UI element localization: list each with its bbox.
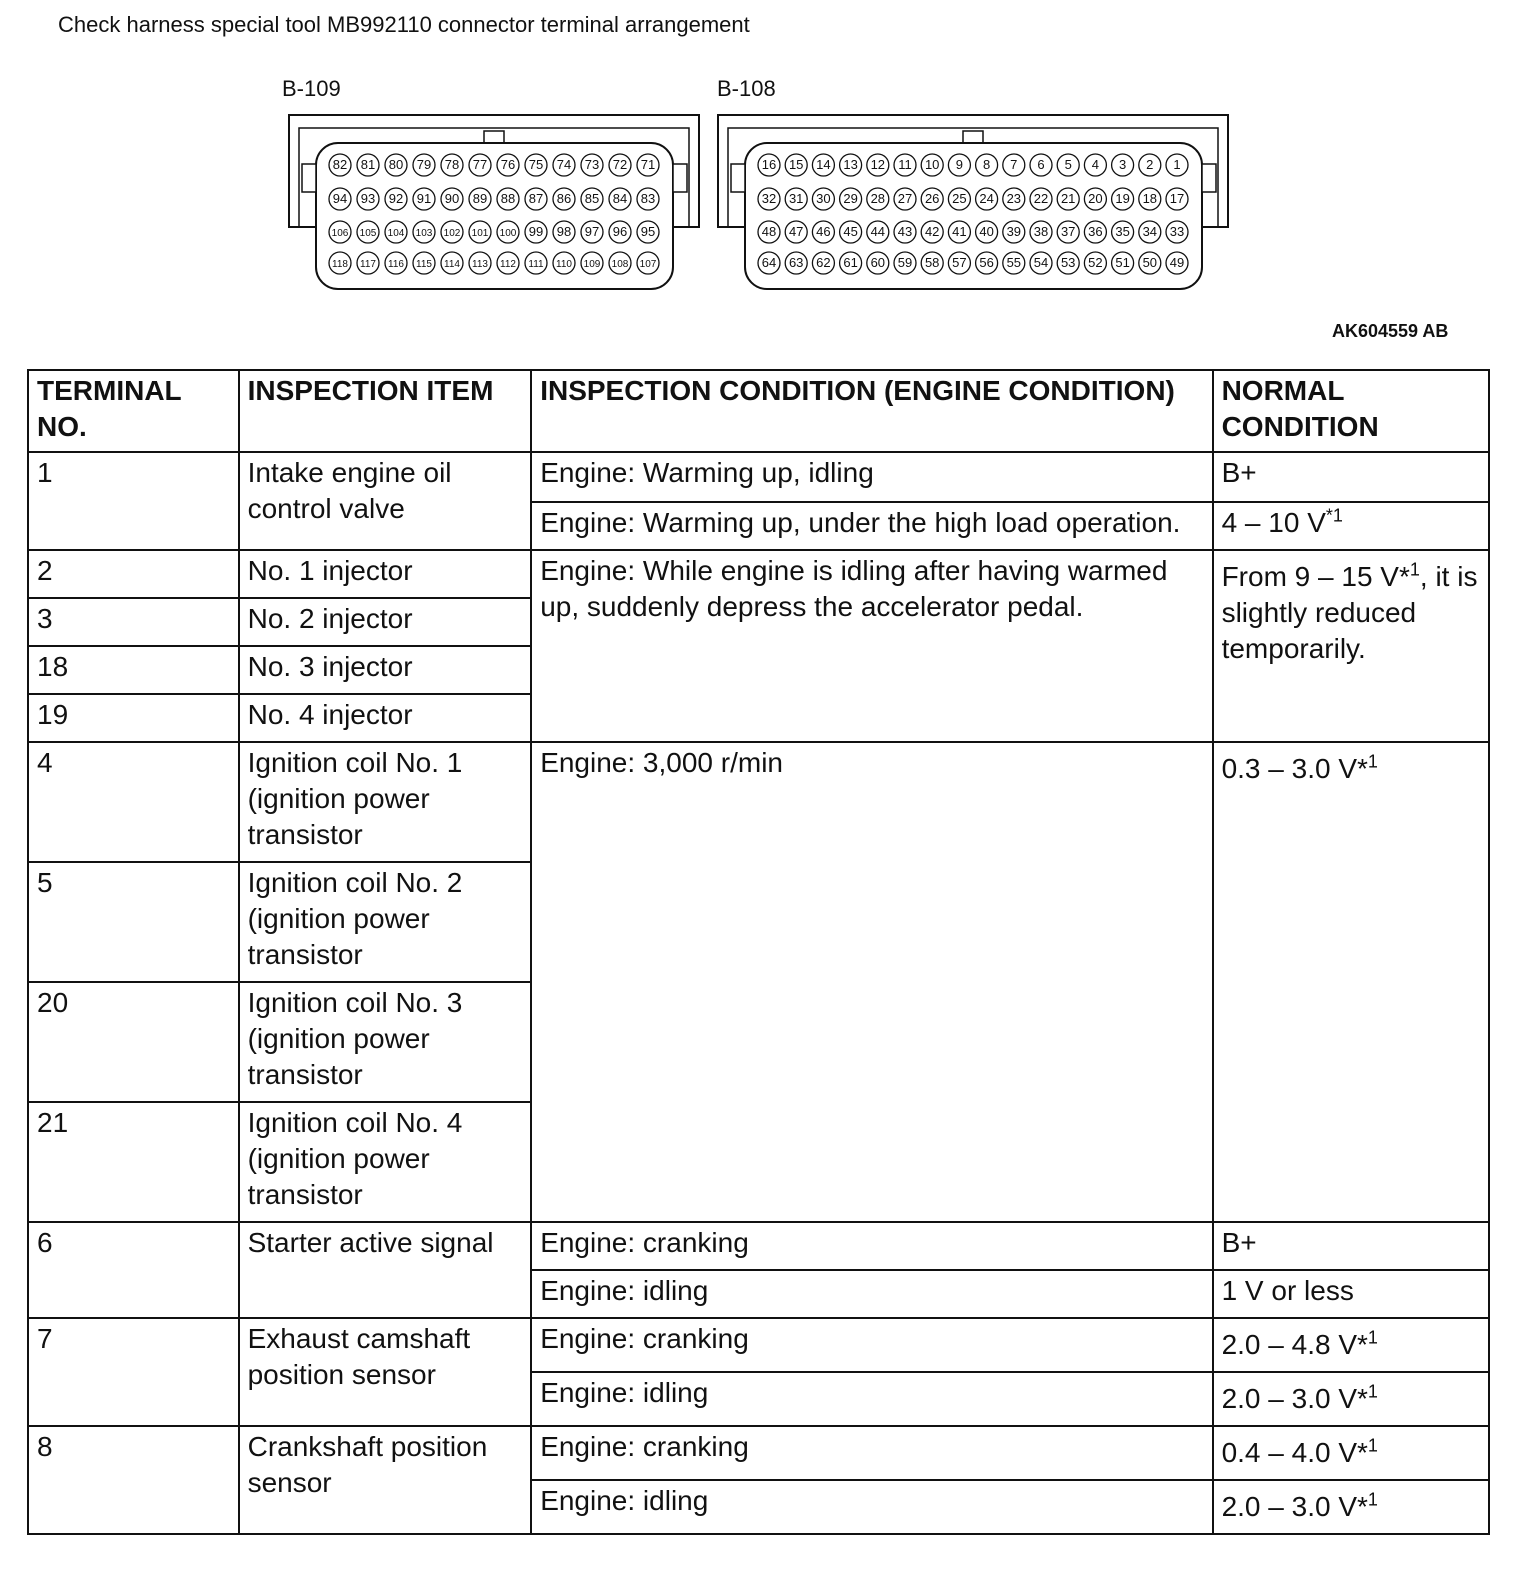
condition-cell: Engine: cranking — [531, 1222, 1212, 1270]
table-row — [28, 742, 1489, 862]
connector-pin-label: 14 — [816, 157, 831, 172]
connector-pin-label: 86 — [556, 191, 572, 206]
connector-pin-label: 37 — [1060, 224, 1076, 239]
connector-b109 — [289, 115, 699, 289]
connector-pin-label: 90 — [444, 191, 460, 206]
item-cell: Ignition coil No. 3 (ignition power transistor — [239, 982, 532, 1102]
header-condition: INSPECTION CONDITION (ENGINE CONDITION) — [531, 370, 1212, 452]
connector-pin-label: 30 — [816, 191, 831, 206]
connector-pin-label: 59 — [897, 255, 913, 270]
terminal-cell: 19 — [28, 694, 239, 742]
item-cell: Ignition coil No. 2 (ignition power transistor — [239, 862, 532, 982]
connector-pin-label: 111 — [528, 259, 544, 270]
connector-pin-label: 83 — [640, 191, 656, 206]
connector-pin-label: 76 — [500, 157, 516, 172]
connector-pin-label: 10 — [924, 157, 940, 172]
item-cell: No. 3 injector — [239, 646, 532, 694]
connector-pin-label: 47 — [788, 224, 804, 239]
connector-pin-label: 51 — [1115, 255, 1130, 270]
connector-pin-label: 33 — [1169, 224, 1185, 239]
page-title: Check harness special tool MB992110 connector terminal arrangement — [58, 12, 750, 37]
connector-pin-label: 16 — [761, 157, 777, 172]
connector-pin-label: 64 — [761, 255, 777, 270]
connector-pin-label: 87 — [528, 191, 544, 206]
connector-pin-label: 27 — [897, 191, 913, 206]
connector-pin-label: 116 — [388, 259, 404, 270]
table-row — [28, 452, 1489, 502]
terminal-cell: 6 — [28, 1222, 239, 1318]
connector-pin-label: 72 — [612, 157, 628, 172]
connector-pin-label: 113 — [472, 259, 488, 270]
terminal-cell: 1 — [28, 452, 239, 550]
connector-pin-label: 88 — [500, 191, 516, 206]
connector-pin-label: 77 — [472, 157, 488, 172]
condition-cell: Engine: Warming up, under the high load operation. — [531, 502, 1212, 550]
connector-pin-label: 20 — [1088, 191, 1103, 206]
connector-pin-label: 5 — [1064, 157, 1072, 172]
connector-pin-label: 81 — [360, 157, 376, 172]
connector-pin-label: 96 — [612, 224, 628, 239]
terminal-cell: 5 — [28, 862, 239, 982]
table-row — [28, 1426, 1489, 1480]
connector-pin-label: 22 — [1033, 191, 1049, 206]
connector-pin-label: 93 — [360, 191, 376, 206]
table-header-row — [28, 370, 1489, 452]
normal-cell: From 9 – 15 V*$^1$, it is slightly reduced temporarily. — [1213, 550, 1489, 742]
connector-pin-label: 82 — [332, 157, 348, 172]
condition-cell: Engine: idling — [531, 1372, 1212, 1426]
connector-pin-label: 61 — [843, 255, 858, 270]
normal-cell: B+ — [1213, 452, 1489, 502]
terminal-cell: 4 — [28, 742, 239, 862]
connector-pin-label: 56 — [979, 255, 994, 270]
item-cell: Ignition coil No. 4 (ignition power transistor — [239, 1102, 532, 1222]
connector-pin-label: 15 — [788, 157, 804, 172]
terminal-cell: 3 — [28, 598, 239, 646]
connector-pin-label: 12 — [870, 157, 886, 172]
connector-pin-label: 84 — [612, 191, 628, 206]
connector-pin-label: 3 — [1118, 157, 1127, 172]
connector-diagram — [0, 0, 1520, 310]
condition-cell: Engine: cranking — [531, 1426, 1212, 1480]
header-normal: NORMAL CONDITION — [1213, 370, 1489, 452]
normal-cell: 2.0 – 3.0 V*$^1$ — [1213, 1480, 1489, 1534]
connector-pin-label: 18 — [1142, 191, 1158, 206]
condition-cell: Engine: cranking — [531, 1318, 1212, 1372]
connector-pin-label: 42 — [924, 224, 940, 239]
table-row — [28, 1222, 1489, 1270]
connector-pin-label: 94 — [332, 191, 348, 206]
connector-pin-label: 31 — [788, 191, 804, 206]
terminal-cell: 18 — [28, 646, 239, 694]
connector-pin-label: 73 — [584, 157, 600, 172]
connector-pin-label: 91 — [416, 191, 432, 206]
connector-pin-label: 60 — [870, 255, 886, 270]
connector-pin-label: 95 — [640, 224, 656, 239]
item-cell: No. 1 injector — [239, 550, 532, 598]
connector-pin-label: 41 — [952, 224, 967, 239]
connector-pin-label: 105 — [359, 228, 377, 239]
connector-pin-label: 52 — [1088, 255, 1103, 270]
item-cell: Exhaust camshaft position sensor — [239, 1318, 532, 1426]
connector-pin-label: 34 — [1142, 224, 1158, 239]
normal-cell: 0.3 – 3.0 V*$^1$ — [1213, 742, 1489, 1222]
connector-pin-label: 109 — [583, 259, 601, 270]
connector-pin-label: 85 — [584, 191, 600, 206]
connector-pin-label: 107 — [639, 259, 657, 270]
connector-pin-label: 118 — [332, 259, 348, 270]
connector-pin-label: 48 — [761, 224, 777, 239]
item-cell: Crankshaft position sensor — [239, 1426, 532, 1534]
condition-cell: Engine: idling — [531, 1480, 1212, 1534]
connector-pin-label: 58 — [924, 255, 940, 270]
normal-cell: 2.0 – 3.0 V*$^1$ — [1213, 1372, 1489, 1426]
connector-pin-label: 100 — [499, 228, 517, 239]
header-terminal: TERMINAL NO. — [28, 370, 239, 452]
connector-pin-label: 112 — [500, 259, 516, 270]
connector-pin-label: 39 — [1006, 224, 1022, 239]
connector-pin-label: 36 — [1088, 224, 1103, 239]
connector-pin-label: 104 — [387, 228, 405, 239]
connector-pin-label: 28 — [870, 191, 886, 206]
connector-pin-label: 8 — [982, 157, 991, 172]
connector-pin-label: 63 — [788, 255, 804, 270]
connector-pin-label: 62 — [816, 255, 831, 270]
connector-pin-label: 97 — [584, 224, 600, 239]
condition-cell: Engine: 3,000 r/min — [531, 742, 1212, 1222]
connector-pin-label: 98 — [556, 224, 572, 239]
item-cell: Ignition coil No. 1 (ignition power transistor — [239, 742, 532, 862]
connector-pin-label: 89 — [472, 191, 488, 206]
connector-pin-label: 21 — [1060, 191, 1076, 206]
connector-pin-label: 75 — [528, 157, 544, 172]
condition-cell: Engine: While engine is idling after having warmed up, suddenly depress the accelerator pedal. — [531, 550, 1212, 742]
item-cell: Starter active signal — [239, 1222, 532, 1318]
connector-pin-label: 79 — [416, 157, 432, 172]
item-cell: Intake engine oil control valve — [239, 452, 532, 550]
terminal-cell: 7 — [28, 1318, 239, 1426]
terminal-cell: 20 — [28, 982, 239, 1102]
connector-pin-label: 57 — [952, 255, 967, 270]
connector-pin-label: 1 — [1173, 157, 1181, 172]
connector-pin-label: 53 — [1060, 255, 1076, 270]
connector-pin-label: 40 — [979, 224, 994, 239]
connector-pin-label: 110 — [556, 259, 572, 270]
item-cell: No. 2 injector — [239, 598, 532, 646]
connector-pin-label: 115 — [416, 259, 432, 270]
connector-pin-label: 55 — [1006, 255, 1022, 270]
normal-cell: 1 V or less — [1213, 1270, 1489, 1318]
connector-pin-label: 71 — [640, 157, 656, 172]
connector-pin-label: 92 — [388, 191, 404, 206]
connector-pin-label: 78 — [444, 157, 460, 172]
connector-pin-label: 101 — [471, 228, 489, 239]
connector-pin-label: 11 — [898, 157, 912, 172]
connector-pin-label: 2 — [1146, 157, 1154, 172]
header-item: INSPECTION ITEM — [239, 370, 532, 452]
connector-label-left: B-109 — [282, 76, 341, 101]
connector-pin-label: 43 — [897, 224, 913, 239]
inspection-table — [27, 369, 1490, 1535]
connector-pin-label: 24 — [979, 191, 994, 206]
connector-pin-label: 4 — [1091, 157, 1100, 172]
connector-pin-label: 50 — [1142, 255, 1158, 270]
connector-pin-label: 6 — [1037, 157, 1045, 172]
terminal-cell: 2 — [28, 550, 239, 598]
connector-b108 — [718, 115, 1228, 289]
terminal-cell: 8 — [28, 1426, 239, 1534]
normal-cell: 0.4 – 4.0 V*$^1$ — [1213, 1426, 1489, 1480]
connector-pin-label: 108 — [611, 259, 629, 270]
table-row — [28, 550, 1489, 598]
connector-pin-label: 80 — [388, 157, 404, 172]
connector-pin-label: 26 — [924, 191, 940, 206]
table-row — [28, 1318, 1489, 1372]
connector-pin-label: 17 — [1169, 191, 1185, 206]
connector-pin-label: 46 — [816, 224, 831, 239]
normal-cell: 4 – 10 $V^{*1}$ — [1213, 502, 1489, 550]
connector-pin-label: 102 — [443, 228, 461, 239]
connector-pin-label: 35 — [1115, 224, 1130, 239]
connector-pin-label: 49 — [1169, 255, 1185, 270]
connector-pin-label: 32 — [761, 191, 777, 206]
connector-pin-label: 99 — [528, 224, 544, 239]
item-cell: No. 4 injector — [239, 694, 532, 742]
connector-pin-label: 38 — [1033, 224, 1049, 239]
connector-pin-label: 9 — [955, 157, 964, 172]
condition-cell: Engine: idling — [531, 1270, 1212, 1318]
connector-pin-label: 25 — [952, 191, 967, 206]
condition-cell: Engine: Warming up, idling — [531, 452, 1212, 502]
terminal-cell: 21 — [28, 1102, 239, 1222]
normal-cell: 2.0 – 4.8 V*$^1$ — [1213, 1318, 1489, 1372]
connector-pin-label: 54 — [1033, 255, 1049, 270]
connector-pin-label: 19 — [1115, 191, 1130, 206]
connector-pin-label: 29 — [843, 191, 858, 206]
connector-pin-label: 106 — [331, 228, 349, 239]
connector-pin-label: 117 — [360, 259, 376, 270]
connector-pin-label: 7 — [1010, 157, 1018, 172]
connector-pin-label: 13 — [843, 157, 858, 172]
connector-pin-label: 23 — [1006, 191, 1022, 206]
connector-pin-label: 45 — [843, 224, 858, 239]
normal-cell: B+ — [1213, 1222, 1489, 1270]
figure-id: AK604559 AB — [1332, 321, 1449, 341]
connector-pin-label: 114 — [444, 259, 460, 270]
connector-pin-label: 74 — [556, 157, 572, 172]
connector-pin-label: 103 — [415, 228, 433, 239]
connector-label-right: B-108 — [717, 76, 776, 101]
connector-pin-label: 44 — [870, 224, 886, 239]
